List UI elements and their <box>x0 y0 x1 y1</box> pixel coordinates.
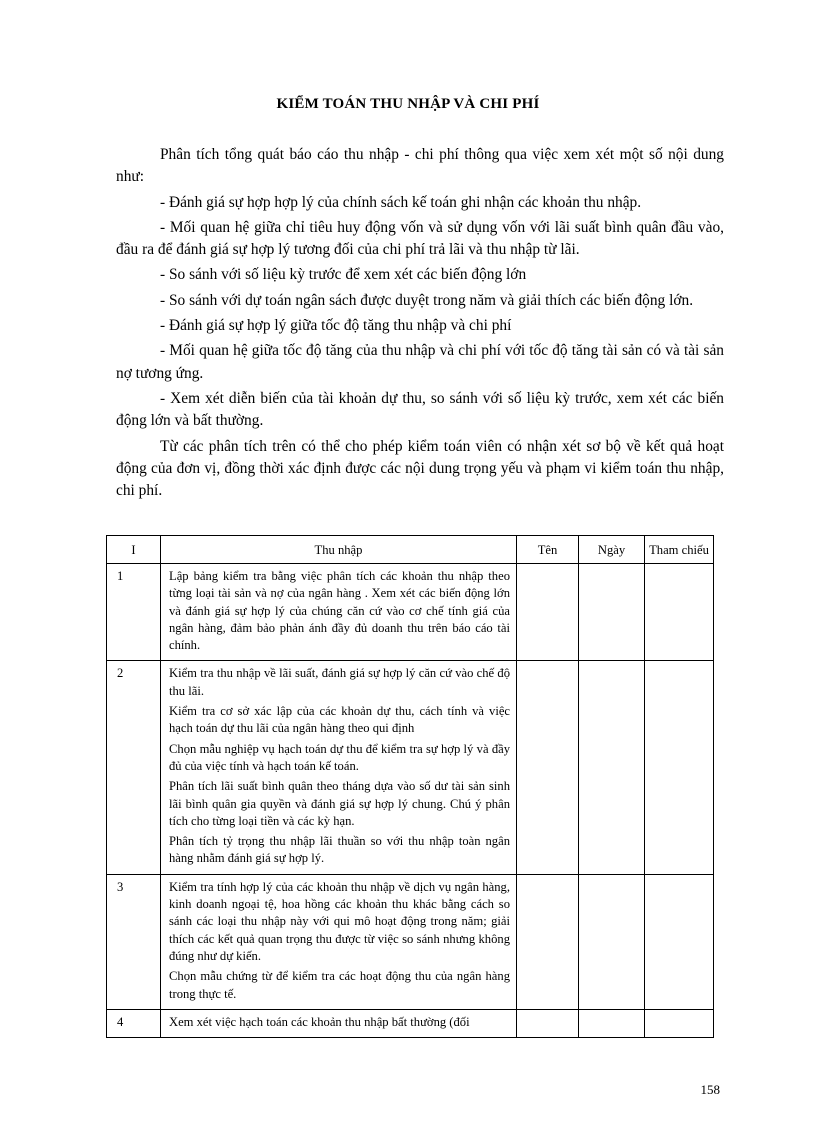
header-date: Ngày <box>579 536 645 564</box>
cell-name[interactable] <box>517 1009 579 1037</box>
cell-name[interactable] <box>517 874 579 1009</box>
header-reference: Tham chiếu <box>645 536 714 564</box>
table-header-row <box>107 536 714 564</box>
paragraph-item: - So sánh với dự toán ngân sách được duyệt trong năm và giải thích các biến động lớn. <box>160 291 694 309</box>
cell-date[interactable] <box>579 874 645 1009</box>
procedure-text: Xem xét việc hạch toán các khoản thu nhập bất thường (đối <box>169 1014 470 1029</box>
cell-date[interactable] <box>579 661 645 874</box>
procedure-text: Kiểm tra cơ sở xác lập của các khoản dự thu, cách tính và việc hạch toán dự thu lãi của ngân hàng theo qui định <box>169 704 510 736</box>
audit-checklist-table <box>106 535 714 1038</box>
header-item: Thu nhập <box>161 536 517 564</box>
row-number: 3 <box>107 874 161 1009</box>
row-number: 2 <box>107 661 161 874</box>
procedure-text: Chọn mẫu nghiệp vụ hạch toán dự thu để kiểm tra sự hợp lý và đầy đủ của việc tính và hạch toán kế toán. <box>169 741 510 773</box>
paragraph-item: - Mối quan hệ giữa tốc độ tăng của thu nhập và chi phí với tốc độ tăng tài sản có và tài sản nợ tương ứng. <box>116 342 724 382</box>
paragraph-item: - So sánh với số liệu kỳ trước để xem xét các biến động lớn <box>160 266 527 284</box>
body-text <box>116 144 724 505</box>
row-number: 1 <box>107 564 161 661</box>
cell-name[interactable] <box>517 564 579 661</box>
cell-reference[interactable] <box>645 661 714 874</box>
procedure-text: Chọn mẫu chứng từ để kiểm tra các hoạt động thu của ngân hàng trong thực tế. <box>169 969 510 1001</box>
paragraph-item: - Xem xét diễn biến của tài khoản dự thu, so sánh với số liệu kỳ trước, xem xét các biến động lớn và bất thường. <box>116 389 724 430</box>
table-row <box>107 874 714 1009</box>
header-section: I <box>107 536 161 564</box>
page-number: 158 <box>700 1082 720 1097</box>
cell-name[interactable] <box>517 661 579 874</box>
cell-date[interactable] <box>579 564 645 661</box>
paragraph-item: - Đánh giá sự hợp lý giữa tốc độ tăng thu nhập và chi phí <box>160 317 512 335</box>
paragraph-item: - Mối quan hệ giữa chỉ tiêu huy động vốn và sử dụng vốn với lãi suất bình quân đầu vào, đầu ra để đánh giá sự hợp lý tương đối của chi phí trả lãi và thu nhập từ lãi. <box>116 218 724 259</box>
row-content <box>161 874 517 1009</box>
page-title: KIỂM TOÁN THU NHẬP VÀ CHI PHÍ <box>276 96 540 112</box>
procedure-text: Phân tích tỷ trọng thu nhập lãi thuần so với thu nhập toàn ngân hàng nhằm đánh giá sự hợp lý. <box>169 834 510 866</box>
cell-reference[interactable] <box>645 874 714 1009</box>
paragraph-intro: Phân tích tổng quát báo cáo thu nhập - chi phí thông qua việc xem xét một số nội dung như: <box>116 146 724 186</box>
procedure-text: Phân tích lãi suất bình quân theo tháng dựa vào số dư tài sản sinh lãi bình quân gia quyền và đánh giá sự hợp lý chung. Chú ý phân tích cho từng loại tiền và các kỳ hạn. <box>169 779 510 828</box>
row-content <box>161 1009 517 1037</box>
table-row <box>107 564 714 661</box>
cell-date[interactable] <box>579 1009 645 1037</box>
table-row <box>107 661 714 874</box>
procedure-text: Kiểm tra thu nhập về lãi suất, đánh giá sự hợp lý căn cứ vào chế độ thu lãi. <box>169 666 510 698</box>
row-number: 4 <box>107 1009 161 1037</box>
procedure-text: Kiểm tra tính hợp lý của các khoản thu nhập về dịch vụ ngân hàng, kinh doanh ngoại tệ, hoa hồng các khoản thu khác bằng cách so sánh các loại thu nhập này với qui mô hoạt động trong năm; giải thích các kết quả quan trọng thu được từ việc so sánh nhưng không đúng như dự kiến. <box>169 879 510 963</box>
row-content <box>161 564 517 661</box>
table-row <box>107 1009 714 1037</box>
cell-reference[interactable] <box>645 1009 714 1037</box>
procedure-text: Lập bảng kiểm tra bằng việc phân tích các khoản thu nhập theo từng loại tài sản và nợ của ngân hàng . Xem xét các biến động lớn và đánh giá sự hợp lý của chúng căn cứ vào cơ chế tính giá của ngân hàng, đảm bảo phản ánh đầy đủ doanh thu trên báo cáo tài chính. <box>169 569 510 653</box>
paragraph-conclusion: Từ các phân tích trên có thể cho phép kiểm toán viên có nhận xét sơ bộ về kết quả hoạt động của đơn vị, đồng thời xác định được các nội dung trọng yếu và phạm vi kiểm toán thu nhập, chi phí. <box>116 437 724 500</box>
row-content <box>161 661 517 874</box>
header-name: Tên <box>517 536 579 564</box>
paragraph-item: - Đánh giá sự hợp hợp lý của chính sách kế toán ghi nhận các khoản thu nhập. <box>160 193 642 211</box>
cell-reference[interactable] <box>645 564 714 661</box>
